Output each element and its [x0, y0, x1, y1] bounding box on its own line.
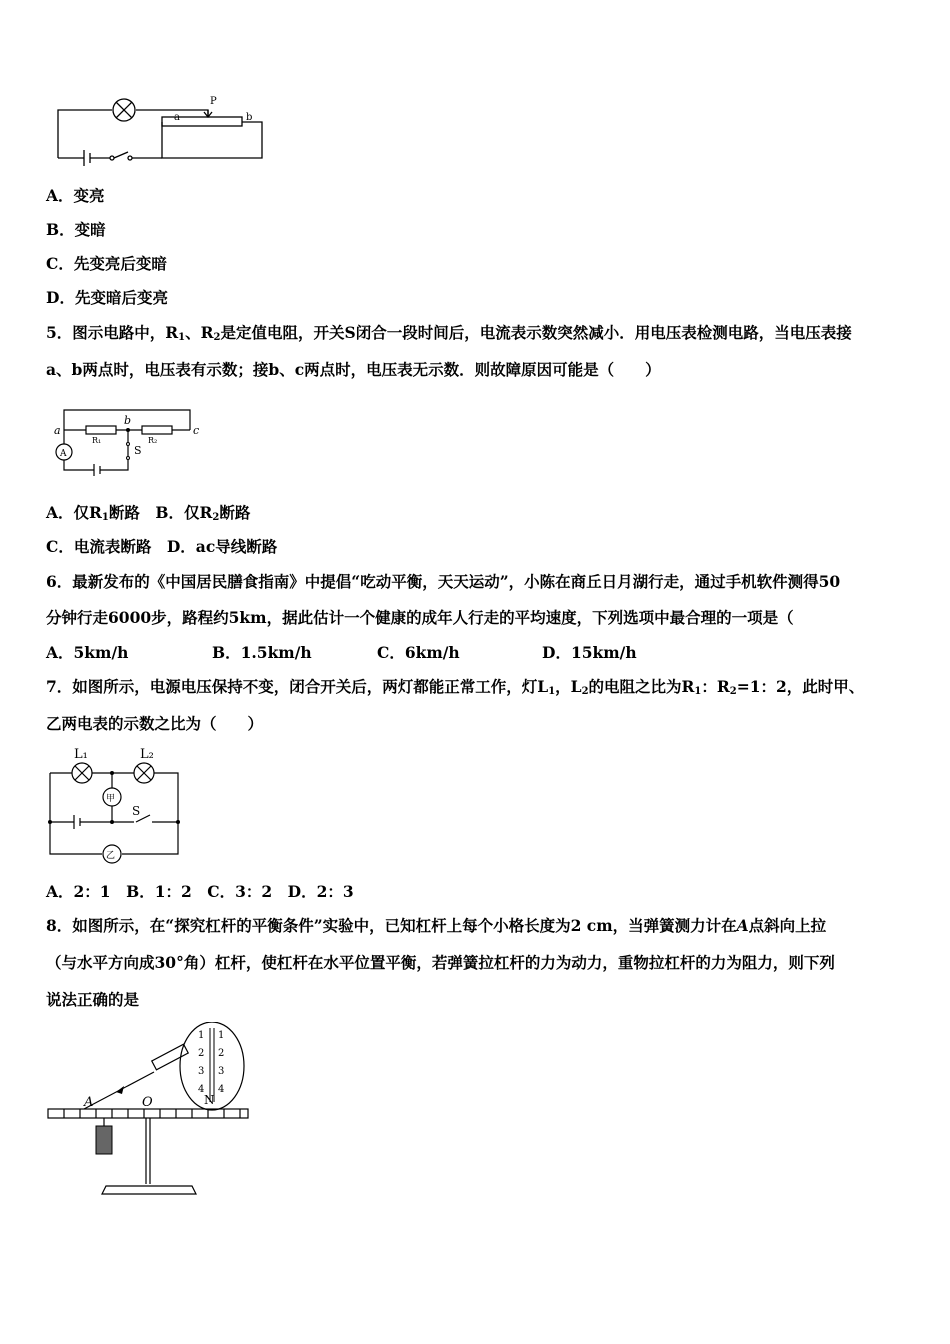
- q7-meter-yi-label: 乙: [106, 851, 116, 861]
- q7-l2-label: L₂: [140, 747, 154, 762]
- q5-circuit-figure: [50, 402, 210, 480]
- q8-tick-right-4: 4: [218, 1084, 225, 1095]
- q5-r2-label: R₂: [148, 436, 158, 445]
- q5-options-line1: A．仅$R_1$断路 B．仅$R_2$断路: [46, 503, 251, 523]
- q6-option-d: D．15km/h: [542, 643, 637, 662]
- q6-option-a: A．5km/h: [46, 643, 129, 662]
- q8-lever-figure: [44, 1022, 264, 1198]
- q8-stem-line3: 说法正确的是: [46, 990, 140, 1009]
- q6-stem-line1: 6．最新发布的《中国居民膳食指南》中提倡“吃动平衡，天天运动”，小陈在商丘日月湖行走，通过手机软件测得50: [46, 572, 841, 591]
- resistor-r2: [142, 426, 172, 434]
- q5-point-a: a: [54, 424, 61, 437]
- rheostat-label-a: a: [174, 112, 180, 123]
- q5-r1-label: R₁: [92, 436, 102, 445]
- rheostat-label-p: P: [210, 96, 217, 107]
- q5-ammeter-label: A: [60, 449, 67, 459]
- q6-option-c: C．6km/h: [377, 643, 460, 662]
- q8-stem-line1: 8．如图所示，在“探究杠杆的平衡条件”实验中，已知杠杆上每个小格长度为2 cm，当弹簧测力计在A点斜向上拉: [46, 916, 827, 935]
- q8-tick-left-3: 3: [198, 1066, 205, 1077]
- rheostat-label-b: b: [246, 112, 253, 123]
- q7-stem-line2: 乙两电表的示数之比为（ ）: [46, 714, 264, 733]
- hanging-weight: [96, 1126, 112, 1154]
- q8-point-o: O: [142, 1095, 153, 1110]
- q7-meter-jia-label: 甲: [106, 794, 116, 804]
- q7-stem-line1: 7．如图所示，电源电压保持不变，闭合开关后，两灯都能正常工作，灯$L_1$，$L_2$的电阻之比为$R_1$：$R_2=1$：2，此时甲、: [46, 677, 865, 697]
- q8-stem-line2: （与水平方向成30°角）杠杆，使杠杆在水平位置平衡，若弹簧拉杠杆的力为动力，重物拉杠杆的力为阻力，则下列: [46, 953, 835, 972]
- q7-l1-label: L₁: [74, 747, 88, 762]
- q5-switch-label: S: [134, 444, 142, 457]
- q5-options-line2: C．电流表断路 D．ac导线断路: [46, 537, 278, 556]
- q7-switch-label: S: [132, 804, 141, 818]
- q8-tick-right-1: 1: [218, 1030, 225, 1041]
- q4-option-c: C．先变亮后变暗: [46, 254, 167, 273]
- q7-circuit-figure: [44, 742, 184, 864]
- q8-tick-left-1: 1: [198, 1030, 205, 1041]
- q4-option-b: B．变暗: [46, 220, 106, 239]
- q6-stem-line2: 分钟行走6000步，路程约5km，据此估计一个健康的成年人行走的平均速度，下列选项中最合理的一项是（: [46, 608, 794, 627]
- q5-stem-line2: a、b两点时，电压表有示数；接b、c两点时，电压表无示数．则故障原因可能是（ ）: [46, 360, 661, 379]
- q8-tick-right-3: 3: [218, 1066, 225, 1077]
- q8-tick-left-4: 4: [198, 1084, 205, 1095]
- q4-option-a: A．变亮: [46, 186, 105, 205]
- q8-tick-left-2: 2: [198, 1048, 205, 1059]
- q8-unit-n: N: [204, 1093, 215, 1107]
- q4-option-d: D．先变暗后变亮: [46, 288, 168, 307]
- q4-circuit-figure: [50, 92, 270, 168]
- q5-point-b: b: [124, 414, 132, 427]
- resistor-r1: [86, 426, 116, 434]
- q6-option-b: B．1.5km/h: [212, 643, 312, 662]
- q5-point-c: c: [193, 424, 200, 437]
- q7-options: A．2：1 B．1：2 C．3：2 D．2：3: [46, 882, 354, 901]
- q5-stem-line1: 5．图示电路中，$R_1$、$R_2$是定值电阻，开关S闭合一段时间后，电流表示数突然减小．用电压表检测电路，当电压表接: [46, 323, 852, 343]
- q8-tick-right-2: 2: [218, 1048, 225, 1059]
- lever-bar: [48, 1109, 248, 1118]
- q8-point-a: A: [84, 1095, 94, 1110]
